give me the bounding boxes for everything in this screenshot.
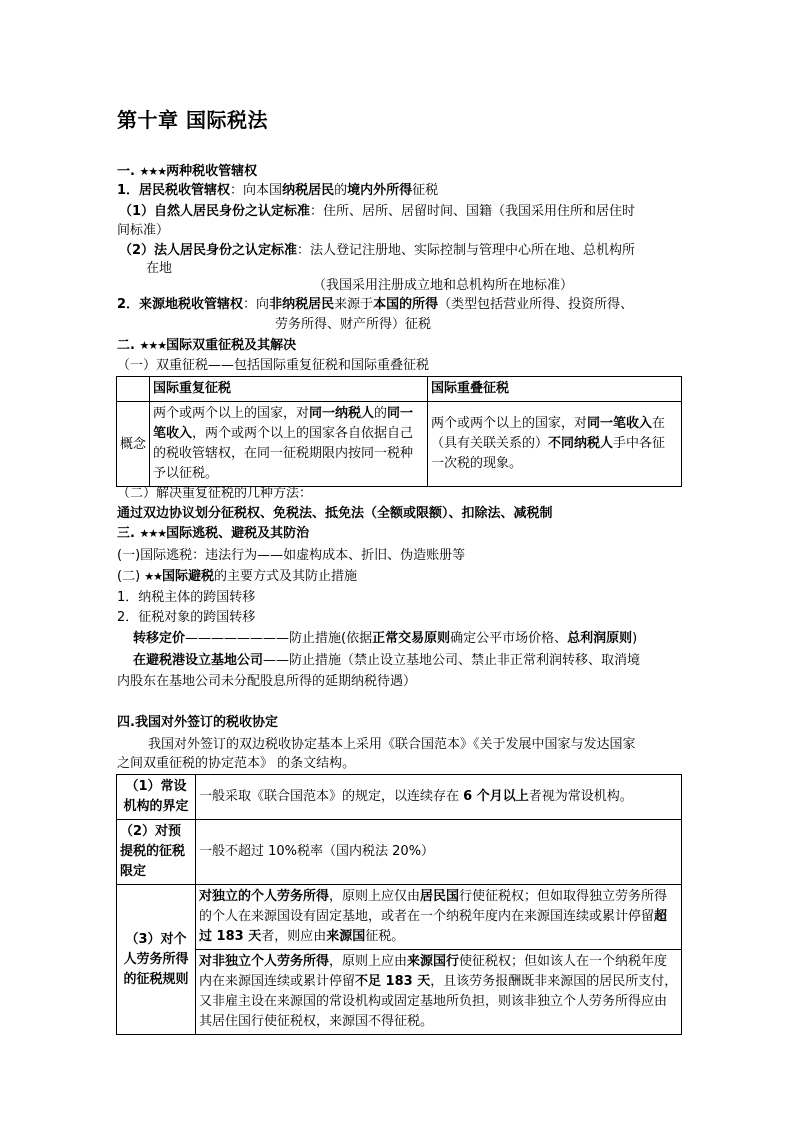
chapter-title: 第十章 国际税法 bbox=[117, 108, 268, 132]
s4-intro-cont: 之间双重征税的协定范本》 的条文结构。 bbox=[117, 756, 356, 771]
cell-withholding: 一般不超过 10%税率（国内税法 20%） bbox=[196, 820, 682, 885]
cell-dependent-services: 对非独立个人劳务所得，原则上应由来源国行使征税权；但如该人在一个纳税年度内在来源国连续或累计停留不足 183 天，且该劳务报酬既非来源国的居民所支付，又非雇主设在来源国的常设机构或固定基地所负担，则该非独立个人劳务所得应由其居住国行使征税权，来源国不得征税。 bbox=[196, 950, 682, 1035]
s1-sub1: （1）自然人居民身份之认定标准：住所、居所、居留时间、国籍（我国采用住所和居住时 bbox=[119, 204, 636, 219]
s3-p2: (二) ★★国际避税的主要方式及其防止措施 bbox=[117, 569, 358, 584]
s1-sub2-note: （我国采用注册成立地和总机构所在地标准） bbox=[313, 278, 574, 293]
s2-methods: 通过双边协议划分征税权、免税法、抵免法（全额或限额）、扣除法、减税制 bbox=[117, 506, 553, 521]
star-icon: ★★★ bbox=[139, 165, 167, 178]
cell-pe: 一般采取《联合国范本》的规定，以连续存在 6 个月以上者视为常设机构。 bbox=[196, 775, 682, 820]
star-icon: ★★★ bbox=[139, 339, 167, 352]
s3-p6: 在避税港设立基地公司——防止措施（禁止设立基地公司、禁止非正常利润转移、取消境 bbox=[133, 653, 641, 668]
cell-overlap-concept: 两个或两个以上的国家，对同一笔收入在（具有关联关系的）不同纳税人手中各征一次税的现象。 bbox=[428, 402, 682, 487]
row-label-personal-services: （3）对个人劳务所得的征税规则 bbox=[117, 885, 196, 1035]
section-4-heading: 四.我国对外签订的税收协定 bbox=[117, 715, 278, 730]
s1-sub1-cont: 间标准） bbox=[117, 223, 170, 238]
star-icon: ★★★ bbox=[139, 527, 167, 540]
s1-sub2-cont: 在地 bbox=[146, 261, 173, 276]
cell-repeat-concept: 两个或两个以上的国家，对同一纳税人的同一笔收入，两个或两个以上的国家各自依据自己的税收管辖权，在同一征税期限内按同一税种予以征税。 bbox=[150, 402, 428, 487]
s3-p4: 2．征税对象的跨国转移 bbox=[117, 610, 256, 625]
s4-intro: 我国对外签订的双边税收协定基本上采用《联合国范本》《关于发展中国家与发达国家 bbox=[148, 737, 636, 752]
s1-item1: 1．居民税收管辖权：向本国纳税居民的境内外所得征税 bbox=[117, 183, 439, 198]
double-tax-table bbox=[116, 376, 682, 487]
s2-sub2: （二）解决重复征税的几种方法： bbox=[117, 486, 313, 501]
s1-sub2: （2）法人居民身份之认定标准：法人登记注册地、实际控制与管理中心所在地、总机构所 bbox=[119, 243, 636, 258]
col-header-repeat: 国际重复征税 bbox=[150, 377, 428, 402]
section-3-heading: 三. ★★★国际逃税、避税及其防治 bbox=[117, 526, 310, 541]
row-label-pe: （1）常设机构的界定 bbox=[117, 775, 196, 820]
s1-item2: 2．来源地税收管辖权：向非纳税居民来源于本国的所得（类型包括营业所得、投资所得、 bbox=[117, 297, 634, 312]
section-1-heading: 一. ★★★两种税收管辖权 bbox=[117, 164, 258, 179]
s2-sub1: （一）双重征税——包括国际重复征税和国际重叠征税 bbox=[117, 358, 430, 373]
s3-p3: 1．纳税主体的跨国转移 bbox=[117, 590, 256, 605]
star-icon: ★★ bbox=[144, 570, 163, 583]
s3-p6-cont: 内股东在基地公司未分配股息所得的延期纳税待遇） bbox=[117, 674, 417, 689]
treaty-table bbox=[116, 774, 682, 1035]
col-header-overlap: 国际重叠征税 bbox=[428, 377, 682, 402]
s1-item2-cont: 劳务所得、财产所得）征税 bbox=[275, 317, 432, 332]
row-label-concept: 概念 bbox=[117, 402, 150, 487]
s3-p5: 转移定价————————防止措施(依据正常交易原则确定公平市场价格、总利润原则) bbox=[133, 631, 638, 646]
section-2-heading: 二. ★★★国际双重征税及其解决 bbox=[117, 338, 297, 353]
cell-independent-services: 对独立的个人劳务所得，原则上应仅由居民国行使征税权；但如取得独立劳务所得的个人在来源国设有固定基地，或者在一个纳税年度内在来源国连续或累计停留超过 183 天者，则应由来源国征税。 bbox=[196, 885, 682, 950]
row-label-withholding: （2）对预提税的征税限定 bbox=[117, 820, 196, 885]
s3-p1: (一)国际逃税：违法行为——如虚构成本、折旧、伪造账册等 bbox=[117, 548, 466, 563]
